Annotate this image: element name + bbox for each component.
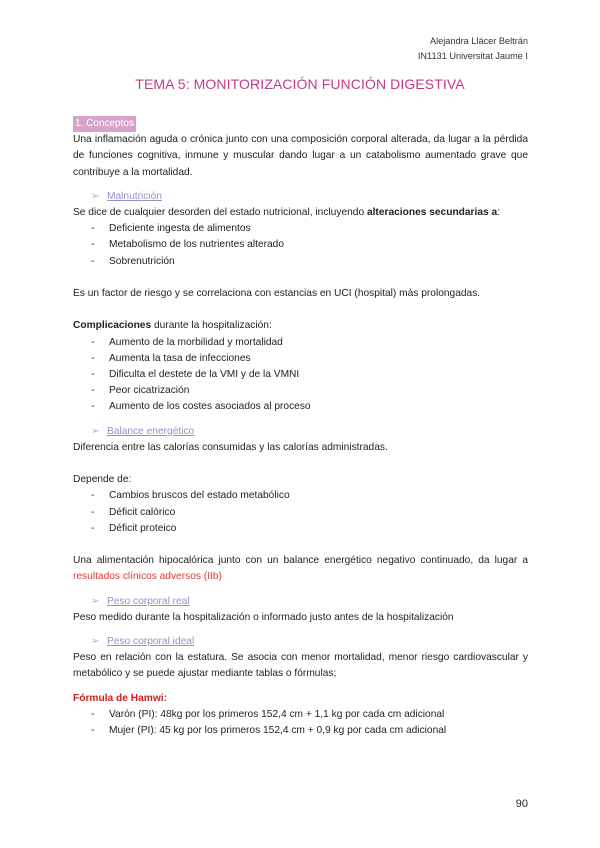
hamwi-heading: Fórmula de Hamwi: — [73, 692, 167, 704]
balance-definition: Diferencia entre las calorías consumidas y las calorías administradas. — [73, 441, 388, 453]
page-number: 90 — [515, 798, 528, 810]
list-item: - Deficiente ingesta de alimentos — [91, 223, 251, 235]
list-item: - Mujer (PI): 45 kg por los primeros 152,4 cm + 0,9 kg por cada cm adicional — [91, 725, 447, 737]
hamwi-list — [73, 707, 528, 739]
list-item: - Déficit proteico — [91, 522, 177, 534]
risk-paragraph: Es un factor de riesgo y se correlaciona con estancias en UCI (hospital) más prolongadas. — [73, 288, 481, 300]
list-item: - Aumenta la tasa de infecciones — [91, 352, 251, 364]
subheading-malnutricion: ➢ Malnutrición — [91, 189, 528, 205]
course-name: IN1131 Universitat Jaume I — [417, 51, 528, 61]
malnutricion-definition: Se dice de cualquier desorden del estado nutricional, incluyendo alteraciones secundarias a: — [73, 207, 501, 219]
subheading-peso-ideal: ➢ Peso corporal ideal — [91, 634, 528, 650]
page-title: TEMA 5: MONITORIZACIÓN FUNCIÓN DIGESTIVA — [135, 76, 465, 92]
peso-ideal-definition: Peso en relación con la estatura. Se asocia con menor mortalidad, menor riesgo cardiovascular y metabólico y se puede ajustar mediante tablas o fórmulas; — [73, 652, 528, 680]
subheading-balance: ➢ Balance energético — [91, 424, 528, 440]
page-header — [418, 34, 528, 64]
list-item: - Varón (PI): 48kg por los primeros 152,4 cm + 1,1 kg por cada cm adicional — [91, 708, 445, 720]
list-item: - Sobrenutrición — [91, 255, 175, 267]
list-item: - Peor cicatrización — [91, 385, 190, 397]
section-label: 1. Conceptos — [73, 116, 136, 132]
list-item: - Déficit calórico — [91, 506, 176, 518]
intro-paragraph: Una inflamación aguda o crónica junto con una composición corporal alterada, da lugar a la pérdida de funciones cognitiva, inmune y muscular dando lugar a un catabolismo aumentado grave que contribuye a la mortalidad. — [73, 134, 528, 178]
subheading-peso-real: ➢ Peso corporal real — [91, 594, 528, 610]
list-item: - Dificulta el destete de la VMI y de la VMNI — [91, 369, 300, 381]
list-item: - Aumento de los costes asociados al proceso — [91, 401, 311, 413]
depends-label: Depende de: — [73, 474, 132, 486]
peso-real-definition: Peso medido durante la hospitalización o informado justo antes de la hospitalización — [73, 611, 454, 623]
author-name: Alejandra Llácer Beltrán — [429, 36, 528, 46]
section-heading — [73, 116, 528, 132]
list-item: - Aumento de la morbilidad y mortalidad — [91, 336, 283, 348]
complications-list — [73, 335, 528, 416]
list-item: - Cambios bruscos del estado metabólico — [91, 490, 290, 502]
malnutricion-list — [73, 221, 528, 270]
document-body — [73, 116, 528, 739]
arrow-bullet-icon: ➢ — [91, 595, 100, 607]
arrow-bullet-icon: ➢ — [91, 636, 100, 648]
balance-conclusion: Una alimentación hipocalórica junto con un balance energético negativo continuado, da lugar a resultados clínicos adversos (IIb) — [73, 555, 528, 583]
complications-heading: Complicaciones durante la hospitalización: — [73, 320, 272, 332]
arrow-bullet-icon: ➢ — [91, 425, 100, 437]
list-item: - Metabolismo de los nutrientes alterado — [91, 239, 284, 251]
arrow-bullet-icon: ➢ — [91, 190, 100, 202]
evidence-highlight: resultados clínicos adversos (IIb) — [73, 571, 222, 583]
depends-list — [73, 488, 528, 537]
